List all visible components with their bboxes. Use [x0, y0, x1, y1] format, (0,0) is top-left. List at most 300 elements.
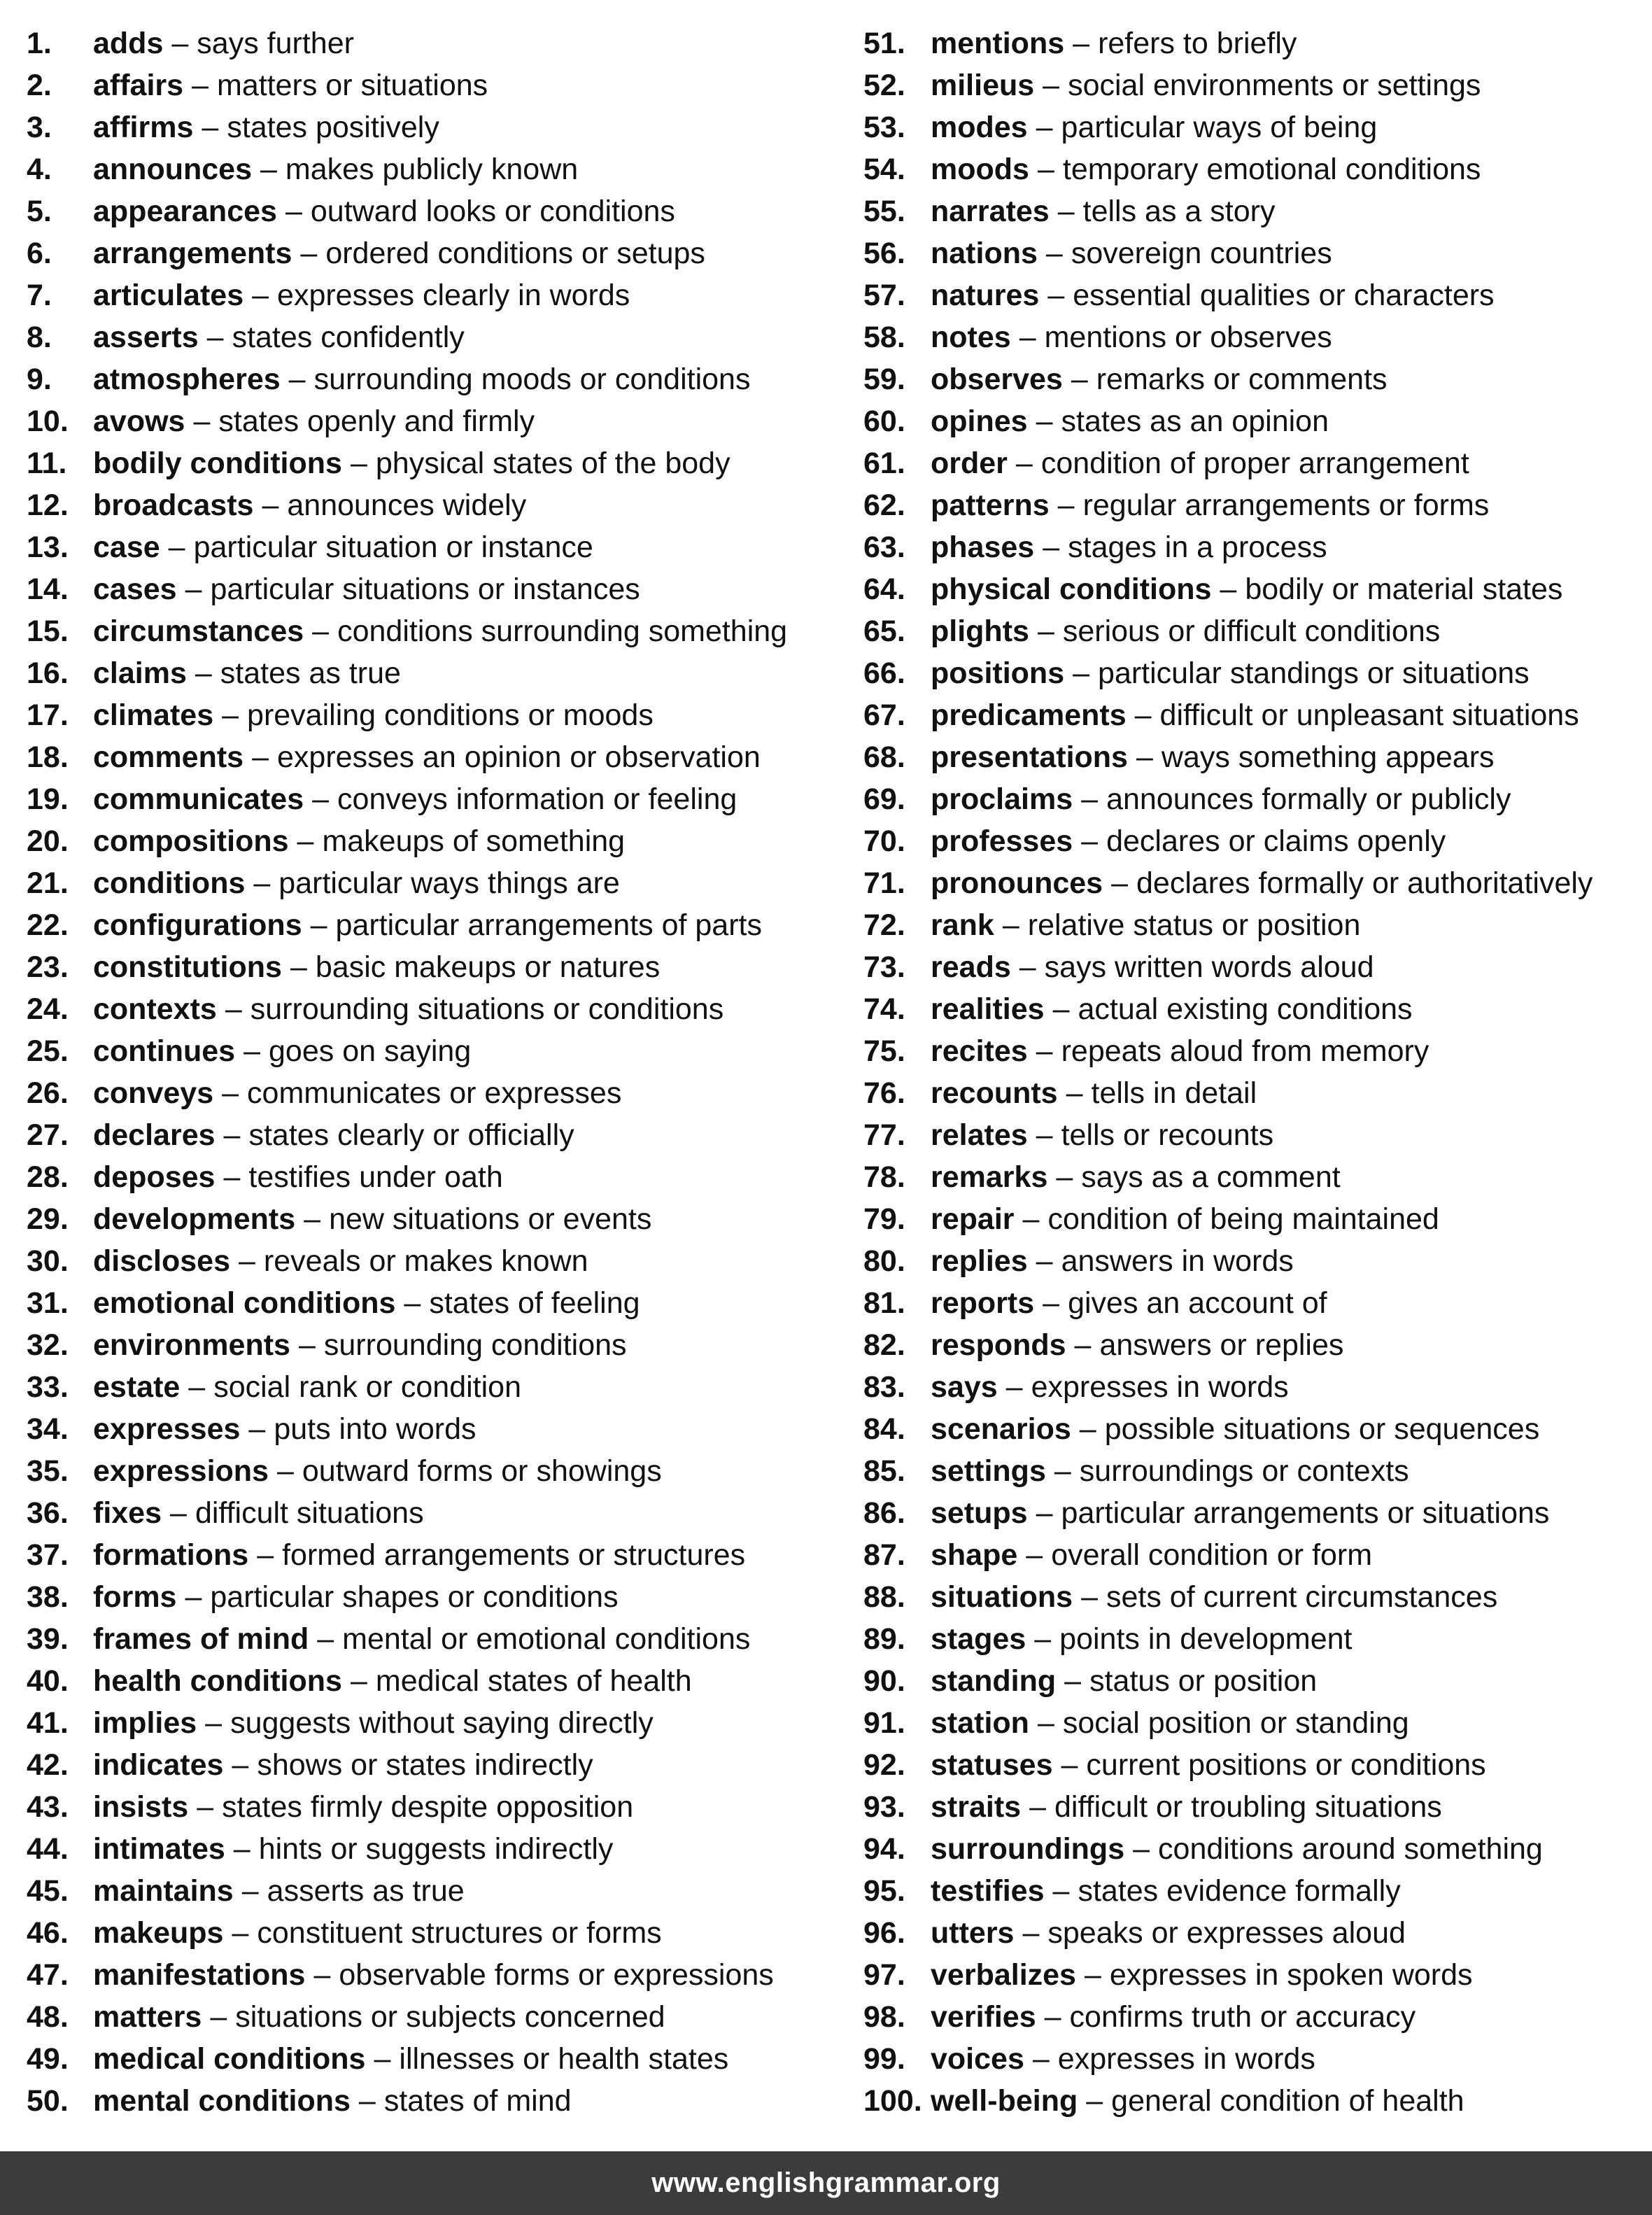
item-number: 4.: [27, 153, 52, 186]
list-item: [863, 1198, 1647, 1240]
item-number: 80.: [863, 1244, 905, 1278]
list-item: [863, 736, 1647, 778]
list-item: [863, 1534, 1647, 1576]
item-separator: –: [300, 237, 318, 270]
item-number: 14.: [27, 572, 69, 606]
list-item: [27, 1030, 852, 1072]
list-item: [27, 1450, 852, 1492]
list-item: [863, 1828, 1647, 1870]
item-separator: –: [248, 1412, 266, 1446]
item-definition: surrounding conditions: [323, 1328, 627, 1362]
item-definition: surroundings or contexts: [1079, 1454, 1409, 1488]
list-item: [863, 1660, 1647, 1702]
item-number: 84.: [863, 1412, 905, 1446]
item-number: 15.: [27, 614, 69, 648]
item-term: implies: [93, 1706, 197, 1740]
item-number: 34.: [27, 1412, 69, 1446]
item-number: 91.: [863, 1706, 905, 1740]
item-term: milieus: [931, 69, 1035, 102]
item-number: 16.: [27, 656, 69, 690]
item-number: 5.: [27, 195, 52, 228]
list-item: [863, 316, 1647, 358]
item-separator: –: [1045, 237, 1063, 270]
item-separator: –: [1081, 1580, 1098, 1614]
item-term: straits: [931, 1790, 1022, 1824]
item-separator: –: [1036, 1118, 1053, 1152]
item-definition: says further: [197, 27, 354, 60]
item-separator: –: [374, 2042, 391, 2076]
item-term: repair: [931, 1202, 1015, 1236]
item-separator: –: [1036, 1034, 1053, 1068]
item-definition: answers in words: [1061, 1244, 1294, 1278]
item-separator: –: [205, 1706, 223, 1740]
item-definition: observable forms or expressions: [339, 1958, 774, 1992]
item-number: 55.: [863, 195, 905, 228]
item-number: 22.: [27, 908, 69, 942]
item-separator: –: [168, 530, 185, 564]
item-separator: –: [1052, 1874, 1070, 1908]
list-item: [863, 820, 1647, 862]
item-term: communicates: [93, 782, 304, 816]
item-definition: hints or suggests indirectly: [258, 1832, 614, 1866]
item-separator: –: [297, 824, 314, 858]
item-term: makeups: [93, 1916, 224, 1950]
item-number: 20.: [27, 824, 69, 858]
list-item: [863, 1954, 1647, 1996]
item-separator: –: [1036, 1244, 1053, 1278]
item-definition: mental or emotional conditions: [342, 1622, 751, 1656]
item-definition: surrounding situations or conditions: [250, 992, 724, 1026]
item-term: verbalizes: [931, 1958, 1076, 1992]
item-separator: –: [1074, 1328, 1092, 1362]
list-item: [863, 1408, 1647, 1450]
item-number: 12.: [27, 488, 69, 522]
item-separator: –: [185, 572, 202, 606]
item-number: 62.: [863, 488, 905, 522]
item-separator: –: [193, 405, 211, 438]
item-term: maintains: [93, 1874, 234, 1908]
item-term: reports: [931, 1286, 1035, 1320]
item-number: 63.: [863, 530, 905, 564]
list-item: [27, 1408, 852, 1450]
item-definition: gives an account of: [1068, 1286, 1327, 1320]
item-number: 44.: [27, 1832, 69, 1866]
list-item: [863, 1912, 1647, 1954]
item-number: 46.: [27, 1916, 69, 1950]
item-separator: –: [1022, 1202, 1040, 1236]
item-term: adds: [93, 27, 164, 60]
list-item: [27, 526, 852, 568]
list-item: [863, 190, 1647, 232]
item-term: emotional conditions: [93, 1286, 396, 1320]
item-separator: –: [1079, 1412, 1096, 1446]
list-item: [27, 610, 852, 652]
list-item: [863, 1576, 1647, 1618]
item-term: remarks: [931, 1160, 1048, 1194]
item-number: 92.: [863, 1748, 905, 1782]
list-item: [27, 904, 852, 946]
footer-url: www.englishgrammar.org: [651, 2167, 1001, 2198]
item-definition: stages in a process: [1068, 530, 1327, 564]
item-number: 43.: [27, 1790, 69, 1824]
item-number: 9.: [27, 363, 52, 396]
item-definition: current positions or conditions: [1086, 1748, 1486, 1782]
item-definition: condition of being maintained: [1047, 1202, 1439, 1236]
item-definition: illnesses or health states: [399, 2042, 729, 2076]
item-term: shape: [931, 1538, 1018, 1572]
item-definition: shows or states indirectly: [257, 1748, 593, 1782]
item-number: 39.: [27, 1622, 69, 1656]
item-separator: –: [1043, 69, 1060, 102]
list-item: [27, 1492, 852, 1534]
list-item: [863, 862, 1647, 904]
item-separator: –: [350, 1664, 367, 1698]
item-number: 86.: [863, 1496, 905, 1530]
item-separator: –: [170, 1496, 187, 1530]
item-definition: says written words aloud: [1044, 950, 1374, 984]
list-item: [27, 148, 852, 190]
item-separator: –: [1220, 572, 1237, 606]
item-separator: –: [1036, 1496, 1053, 1530]
list-item: [27, 1240, 852, 1282]
item-term: proclaims: [931, 782, 1073, 816]
list-item: [863, 1240, 1647, 1282]
item-separator: –: [1026, 1538, 1043, 1572]
item-term: well-being: [931, 2084, 1078, 2118]
item-term: compositions: [93, 824, 289, 858]
item-definition: new situations or events: [329, 1202, 652, 1236]
item-term: contexts: [93, 992, 217, 1026]
item-number: 51.: [863, 27, 905, 60]
item-separator: –: [223, 1160, 241, 1194]
list-item: [27, 190, 852, 232]
item-separator: –: [317, 1622, 334, 1656]
item-term: claims: [93, 656, 187, 690]
list-item: [27, 1912, 852, 1954]
list-item: [863, 274, 1647, 316]
item-number: 33.: [27, 1370, 69, 1404]
item-number: 26.: [27, 1076, 69, 1110]
item-number: 58.: [863, 321, 905, 354]
item-definition: condition of proper arrangement: [1040, 446, 1469, 480]
list-item: [27, 400, 852, 442]
item-definition: states of mind: [383, 2084, 572, 2118]
item-term: says: [931, 1370, 998, 1404]
item-definition: expresses clearly in words: [277, 279, 630, 312]
item-number: 87.: [863, 1538, 905, 1572]
item-number: 47.: [27, 1958, 69, 1992]
item-separator: –: [1002, 908, 1019, 942]
list-item: [27, 442, 852, 484]
list-item: [27, 1198, 852, 1240]
item-number: 78.: [863, 1160, 905, 1194]
list-item: [863, 1156, 1647, 1198]
list-item: [863, 526, 1647, 568]
item-separator: –: [232, 1748, 249, 1782]
item-term: modes: [931, 111, 1028, 144]
item-definition: asserts as true: [267, 1874, 465, 1908]
item-definition: refers to briefly: [1098, 27, 1297, 60]
list-item: [27, 652, 852, 694]
item-definition: difficult situations: [195, 1496, 424, 1530]
item-number: 59.: [863, 363, 905, 396]
item-term: voices: [931, 2042, 1024, 2076]
item-separator: –: [1043, 530, 1060, 564]
list-item: [27, 1702, 852, 1744]
item-separator: –: [197, 1790, 214, 1824]
item-term: recounts: [931, 1076, 1058, 1110]
item-definition: testifies under oath: [248, 1160, 503, 1194]
item-definition: confirms truth or accuracy: [1069, 2000, 1416, 2034]
item-term: physical conditions: [931, 572, 1212, 606]
item-number: 3.: [27, 111, 52, 144]
item-definition: communicates or expresses: [247, 1076, 622, 1110]
item-definition: particular ways of being: [1061, 111, 1378, 144]
item-number: 56.: [863, 237, 905, 270]
item-number: 75.: [863, 1034, 905, 1068]
item-term: indicates: [93, 1748, 224, 1782]
item-term: conditions: [93, 866, 246, 900]
list-item: [863, 568, 1647, 610]
list-item: [863, 232, 1647, 274]
list-item: [27, 988, 852, 1030]
list-item: [27, 694, 852, 736]
word-list-left-column: [27, 22, 852, 2122]
item-number: 76.: [863, 1076, 905, 1110]
item-term: deposes: [93, 1160, 216, 1194]
item-term: station: [931, 1706, 1029, 1740]
item-definition: ways something appears: [1161, 740, 1495, 774]
item-term: declares: [93, 1118, 216, 1152]
list-item: [863, 694, 1647, 736]
item-number: 89.: [863, 1622, 905, 1656]
item-term: relates: [931, 1118, 1028, 1152]
item-number: 72.: [863, 908, 905, 942]
list-item: [27, 358, 852, 400]
item-definition: states clearly or officially: [248, 1118, 574, 1152]
item-definition: repeats aloud from memory: [1061, 1034, 1429, 1068]
item-definition: conveys information or feeling: [337, 782, 737, 816]
list-item: [27, 1576, 852, 1618]
item-term: nations: [931, 237, 1038, 270]
item-number: 11.: [27, 446, 67, 480]
list-item: [863, 1324, 1647, 1366]
item-definition: constituent structures or forms: [257, 1916, 662, 1950]
item-term: atmospheres: [93, 363, 281, 396]
item-term: stages: [931, 1622, 1026, 1656]
item-definition: medical states of health: [375, 1664, 692, 1698]
item-separator: –: [1084, 1958, 1101, 1992]
list-item: [863, 946, 1647, 988]
item-term: developments: [93, 1202, 296, 1236]
item-term: plights: [931, 614, 1029, 648]
list-item: [863, 1030, 1647, 1072]
item-number: 7.: [27, 279, 52, 312]
item-definition: outward forms or showings: [302, 1454, 662, 1488]
list-item: [863, 1870, 1647, 1912]
list-item: [863, 1744, 1647, 1786]
item-term: notes: [931, 321, 1011, 354]
item-number: 83.: [863, 1370, 905, 1404]
item-number: 36.: [27, 1496, 69, 1530]
item-definition: declares or claims openly: [1106, 824, 1446, 858]
item-definition: difficult or unpleasant situations: [1159, 698, 1579, 732]
list-item: [27, 1828, 852, 1870]
item-number: 82.: [863, 1328, 905, 1362]
item-definition: says as a comment: [1081, 1160, 1341, 1194]
item-separator: –: [1066, 1076, 1083, 1110]
list-item: [863, 1996, 1647, 2038]
list-item: [863, 106, 1647, 148]
item-separator: –: [192, 69, 209, 102]
list-item: [27, 778, 852, 820]
item-separator: –: [1111, 866, 1128, 900]
item-separator: –: [1034, 1622, 1052, 1656]
item-term: health conditions: [93, 1664, 342, 1698]
item-number: 8.: [27, 321, 52, 354]
item-definition: social position or standing: [1062, 1706, 1409, 1740]
item-term: arrangements: [93, 237, 292, 270]
item-term: case: [93, 530, 160, 564]
item-term: scenarios: [931, 1412, 1071, 1446]
item-definition: particular situations or instances: [210, 572, 640, 606]
item-term: observes: [931, 363, 1063, 396]
item-term: estate: [93, 1370, 181, 1404]
item-separator: –: [1037, 153, 1054, 186]
item-term: predicaments: [931, 698, 1127, 732]
list-item: [27, 1156, 852, 1198]
item-term: reads: [931, 950, 1011, 984]
item-definition: makeups of something: [322, 824, 626, 858]
item-definition: overall condition or form: [1051, 1538, 1373, 1572]
list-item: [863, 652, 1647, 694]
item-definition: conditions around something: [1158, 1832, 1543, 1866]
item-term: surroundings: [931, 1832, 1125, 1866]
item-number: 41.: [27, 1706, 69, 1740]
item-number: 94.: [863, 1832, 905, 1866]
item-number: 27.: [27, 1118, 69, 1152]
item-definition: expresses in words: [1057, 2042, 1315, 2076]
item-term: affirms: [93, 111, 194, 144]
list-item: [863, 904, 1647, 946]
item-number: 48.: [27, 2000, 69, 2034]
item-number: 31.: [27, 1286, 69, 1320]
item-separator: –: [1073, 27, 1090, 60]
item-number: 69.: [863, 782, 905, 816]
item-term: phases: [931, 530, 1035, 564]
item-definition: situations or subjects concerned: [235, 2000, 665, 2034]
item-number: 37.: [27, 1538, 69, 1572]
item-term: natures: [931, 279, 1040, 312]
item-separator: –: [298, 1328, 316, 1362]
item-separator: –: [1044, 2000, 1061, 2034]
item-separator: –: [1029, 1790, 1046, 1824]
item-separator: –: [1005, 1370, 1023, 1404]
item-definition: temporary emotional conditions: [1062, 153, 1481, 186]
list-item: [27, 568, 852, 610]
item-term: cases: [93, 572, 177, 606]
item-definition: speaks or expresses aloud: [1047, 1916, 1406, 1950]
list-item: [863, 1492, 1647, 1534]
item-separator: –: [206, 321, 224, 354]
item-definition: particular shapes or conditions: [210, 1580, 619, 1614]
item-number: 98.: [863, 2000, 905, 2034]
list-item: [27, 736, 852, 778]
item-number: 97.: [863, 1958, 905, 1992]
item-separator: –: [1081, 824, 1099, 858]
item-term: manifestations: [93, 1958, 306, 1992]
item-term: positions: [931, 656, 1065, 690]
item-separator: –: [241, 1874, 259, 1908]
item-term: appearances: [93, 195, 277, 228]
item-term: setups: [931, 1496, 1028, 1530]
item-definition: sets of current circumstances: [1106, 1580, 1498, 1614]
item-term: verifies: [931, 2000, 1036, 2034]
item-separator: –: [350, 446, 367, 480]
list-item: [27, 484, 852, 526]
item-definition: prevailing conditions or moods: [247, 698, 654, 732]
list-item: [863, 1618, 1647, 1660]
list-item: [27, 820, 852, 862]
list-item: [27, 106, 852, 148]
item-separator: –: [262, 488, 279, 522]
word-list-right-column: [863, 22, 1647, 2122]
item-definition: particular arrangements of parts: [335, 908, 762, 942]
item-definition: ordered conditions or setups: [325, 237, 705, 270]
list-item: [27, 22, 852, 64]
item-definition: particular situation or instance: [193, 530, 593, 564]
item-definition: states confidently: [232, 321, 465, 354]
item-separator: –: [285, 195, 302, 228]
item-term: recites: [931, 1034, 1028, 1068]
item-number: 30.: [27, 1244, 69, 1278]
list-item: [27, 1072, 852, 1114]
item-term: bodily conditions: [93, 446, 342, 480]
item-term: standing: [931, 1664, 1057, 1698]
list-item: [27, 1366, 852, 1408]
item-definition: goes on saying: [269, 1034, 472, 1068]
item-separator: –: [1134, 698, 1152, 732]
item-separator: –: [290, 950, 307, 984]
list-item: [863, 1114, 1647, 1156]
item-definition: expresses an opinion or observation: [277, 740, 761, 774]
list-item: [27, 2080, 852, 2122]
item-number: 73.: [863, 950, 905, 984]
item-definition: surrounding moods or conditions: [313, 363, 751, 396]
item-number: 93.: [863, 1790, 905, 1824]
item-definition: physical states of the body: [375, 446, 730, 480]
item-term: announces: [93, 153, 252, 186]
item-number: 52.: [863, 69, 905, 102]
item-definition: social environments or settings: [1068, 69, 1481, 102]
item-term: utters: [931, 1916, 1015, 1950]
item-number: 65.: [863, 614, 905, 648]
item-number: 64.: [863, 572, 905, 606]
item-separator: –: [185, 1580, 202, 1614]
item-definition: makes publicly known: [285, 153, 579, 186]
list-item: [27, 1744, 852, 1786]
item-term: pronounces: [931, 866, 1103, 900]
item-term: order: [931, 446, 1008, 480]
item-separator: –: [358, 2084, 376, 2118]
item-definition: states positively: [227, 111, 439, 144]
item-separator: –: [202, 111, 219, 144]
item-term: statuses: [931, 1748, 1053, 1782]
item-definition: regular arrangements or forms: [1082, 488, 1490, 522]
item-definition: basic makeups or natures: [315, 950, 661, 984]
item-term: insists: [93, 1790, 189, 1824]
list-item: [863, 22, 1647, 64]
